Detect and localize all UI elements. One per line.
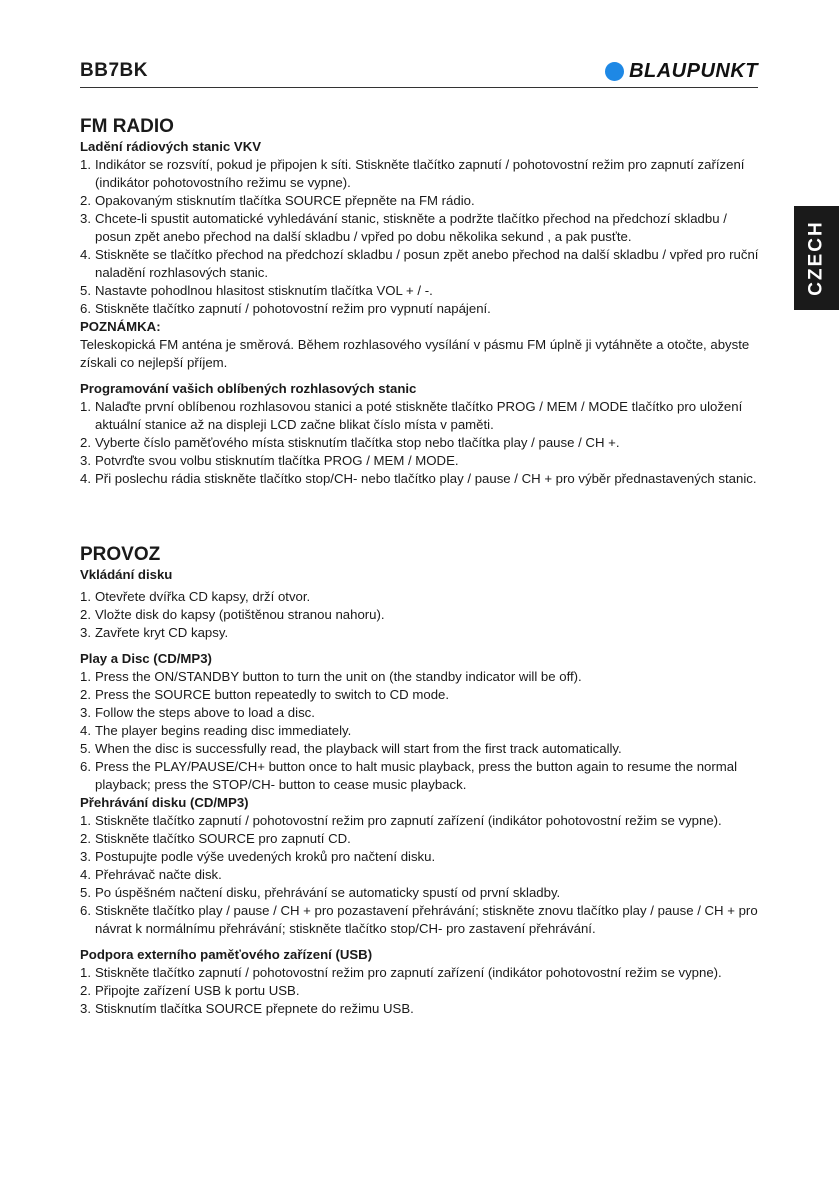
list-item-number: 3.	[80, 453, 91, 468]
list-item-number: 2.	[80, 831, 91, 846]
subheading-usb: Podpora externího paměťového zařízení (USB)	[80, 947, 373, 962]
list-item-number: 4.	[80, 471, 91, 486]
list-item-number: 4.	[80, 247, 91, 262]
page-content	[80, 116, 760, 1018]
list-item	[80, 588, 760, 606]
list-item-text: When the disc is successfully read, the playback will start from the first track automatically.	[95, 741, 622, 756]
model-name: BB7BK	[80, 60, 148, 81]
list-item-text: Potvrďte svou volbu stisknutím tlačítka PROG / MEM / MODE.	[95, 453, 459, 468]
list-item-text: Nastavte pohodlnou hlasitost stisknutím tlačítka VOL + / -.	[95, 283, 433, 298]
list-item	[80, 246, 760, 282]
subheading-play-cz: Přehrávání disku (CD/MP3)	[80, 795, 249, 810]
list-item-text: Follow the steps above to load a disc.	[95, 705, 315, 720]
list-item-text: Press the SOURCE button repeatedly to switch to CD mode.	[95, 687, 450, 702]
list-item-number: 1.	[80, 399, 91, 414]
list-item-text: Press the ON/STANDBY button to turn the unit on (the standby indicator will be off).	[95, 669, 582, 684]
list-item-number: 2.	[80, 607, 91, 622]
list-item-text: Připojte zařízení USB k portu USB.	[95, 983, 300, 998]
page-header	[80, 60, 758, 86]
list-item	[80, 722, 760, 740]
list-item	[80, 686, 760, 704]
list-item	[80, 624, 760, 642]
list-item	[80, 300, 760, 318]
section-title-fm: FM RADIO	[80, 116, 174, 137]
subheading-play-en: Play a Disc (CD/MP3)	[80, 651, 212, 666]
list-item	[80, 902, 760, 938]
list-item-number: 2.	[80, 983, 91, 998]
list-item-text: Stiskněte tlačítko zapnutí / pohotovostní režim pro zapnutí zařízení (indikátor pohotovostní režim se vypne).	[95, 965, 722, 980]
list-item	[80, 192, 760, 210]
list-item	[80, 210, 760, 246]
list-item	[80, 434, 760, 452]
list-item	[80, 848, 760, 866]
list-item-number: 1.	[80, 157, 91, 172]
list-item-text: Stiskněte tlačítko play / pause / CH + pro pozastavení přehrávání; stiskněte znovu tlačítko play / pause / CH + pro návrat k normálnímu přehrávání; stiskněte tlačítko stop/CH- pro zastavení přehrávání.	[95, 903, 758, 936]
list-item-number: 5.	[80, 741, 91, 756]
list-item-text: Opakovaným stisknutím tlačítka SOURCE přepněte na FM rádio.	[95, 193, 475, 208]
list-item-number: 3.	[80, 211, 91, 226]
section-title-provoz: PROVOZ	[80, 544, 161, 565]
brand-name: BLAUPUNKT	[629, 60, 758, 82]
list-item-number: 2.	[80, 687, 91, 702]
list-item-text: Stisknutím tlačítka SOURCE přepnete do režimu USB.	[95, 1001, 414, 1016]
list-item	[80, 452, 760, 470]
list-item-number: 5.	[80, 283, 91, 298]
list-item-text: Stiskněte se tlačítko přechod na předchozí skladbu / posun zpět anebo přechod na další skladbu / vpřed pro ruční naladění rozhlasových stanic.	[95, 247, 759, 280]
list-item	[80, 812, 760, 830]
list-item-text: Stiskněte tlačítko zapnutí / pohotovostní režim pro zapnutí zařízení (indikátor pohotovostní režim se vypne).	[95, 813, 722, 828]
play-en-list	[80, 668, 760, 794]
list-item-text: Nalaďte první oblíbenou rozhlasovou stanici a poté stiskněte tlačítko PROG / MEM / MODE tlačítko pro uložení aktuální stanice až na displeji LCD začne blikat číslo místa v paměti.	[95, 399, 743, 432]
list-item	[80, 156, 760, 192]
usb-list	[80, 964, 760, 1018]
list-item-number: 1.	[80, 813, 91, 828]
subheading-loading: Vkládání disku	[80, 567, 173, 582]
tuning-list	[80, 156, 760, 318]
list-item-number: 2.	[80, 435, 91, 450]
list-item	[80, 884, 760, 902]
list-item-number: 3.	[80, 705, 91, 720]
list-item-number: 1.	[80, 669, 91, 684]
header-divider	[80, 87, 758, 88]
subheading-programming: Programování vašich oblíbených rozhlasových stanic	[80, 381, 417, 396]
list-item	[80, 470, 760, 488]
list-item-text: Postupujte podle výše uvedených kroků pro načtení disku.	[95, 849, 436, 864]
list-item	[80, 740, 760, 758]
list-item-number: 6.	[80, 301, 91, 316]
list-item-text: Stiskněte tlačítko zapnutí / pohotovostní režim pro vypnutí napájení.	[95, 301, 491, 316]
brand-dot-icon	[605, 62, 624, 81]
language-tab	[794, 206, 839, 310]
list-item	[80, 1000, 760, 1018]
list-item	[80, 866, 760, 884]
list-item-text: Otevřete dvířka CD kapsy, drží otvor.	[95, 589, 311, 604]
list-item-text: The player begins reading disc immediately.	[95, 723, 352, 738]
list-item-text: Po úspěšném načtení disku, přehrávání se automaticky spustí od první skladby.	[95, 885, 561, 900]
list-item-text: Stiskněte tlačítko SOURCE pro zapnutí CD.	[95, 831, 351, 846]
list-item-text: Zavřete kryt CD kapsy.	[95, 625, 229, 640]
list-item-number: 6.	[80, 903, 91, 918]
list-item-number: 1.	[80, 965, 91, 980]
list-item-number: 1.	[80, 589, 91, 604]
list-item-number: 4.	[80, 723, 91, 738]
list-item	[80, 606, 760, 624]
list-item-number: 3.	[80, 1001, 91, 1016]
list-item-number: 2.	[80, 193, 91, 208]
note-text: Teleskopická FM anténa je směrová. Během rozhlasového vysílání v pásmu FM úplně ji vytáhněte a otočte, abyste získali co nejlepší příjem.	[80, 337, 750, 370]
list-item-text: Indikátor se rozsvítí, pokud je připojen k síti. Stiskněte tlačítko zapnutí / pohotovostní režim pro zapnutí zařízení (indikátor pohotovostního režimu se vypne).	[95, 157, 745, 190]
list-item-text: Při poslechu rádia stiskněte tlačítko stop/CH- nebo tlačítko play / pause / CH + pro výběr přednastavených stanic.	[95, 471, 757, 486]
list-item-text: Vložte disk do kapsy (potištěnou stranou nahoru).	[95, 607, 385, 622]
list-item-number: 4.	[80, 867, 91, 882]
subheading-tuning: Ladění rádiových stanic VKV	[80, 139, 262, 154]
list-item-number: 3.	[80, 625, 91, 640]
play-cz-list	[80, 812, 760, 938]
language-tab-label: CZECH	[805, 220, 827, 296]
list-item	[80, 282, 760, 300]
list-item	[80, 758, 760, 794]
note-heading: POZNÁMKA:	[80, 319, 161, 334]
list-item	[80, 982, 760, 1000]
list-item-text: Vyberte číslo paměťového místa stisknutím tlačítka stop nebo tlačítka play / pause / CH +.	[95, 435, 620, 450]
programming-list	[80, 398, 760, 488]
list-item	[80, 830, 760, 848]
list-item-number: 3.	[80, 849, 91, 864]
list-item	[80, 668, 760, 686]
loading-list	[80, 588, 760, 642]
brand-logo	[605, 60, 758, 83]
list-item	[80, 398, 760, 434]
list-item-number: 5.	[80, 885, 91, 900]
list-item-text: Chcete-li spustit automatické vyhledávání stanic, stiskněte a podržte tlačítko přechod na předchozí skladbu / posun zpět anebo přechod na další skladbu / vpřed po dobu několika sekund , a pak pusťte.	[95, 211, 727, 244]
list-item	[80, 704, 760, 722]
list-item-text: Přehrávač načte disk.	[95, 867, 222, 882]
list-item	[80, 964, 760, 982]
list-item-number: 6.	[80, 759, 91, 774]
list-item-text: Press the PLAY/PAUSE/CH+ button once to halt music playback, press the button again to resume the normal playback; press the STOP/CH- button to cease music playback.	[95, 759, 738, 792]
